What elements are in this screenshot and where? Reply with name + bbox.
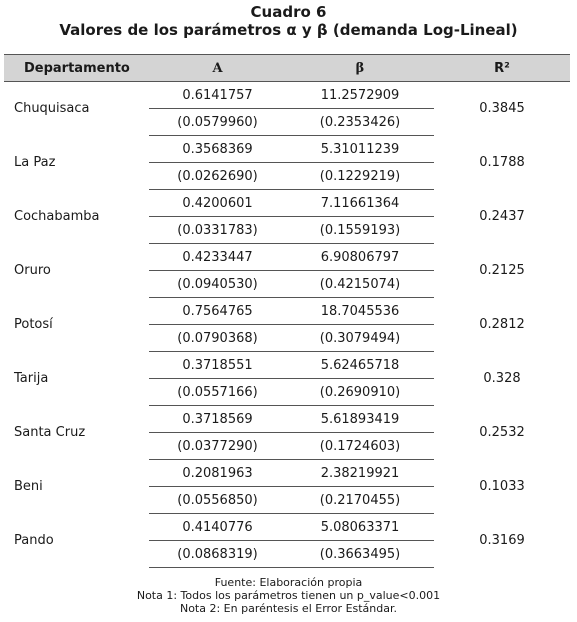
- cell-departamento: Cochabamba: [14, 209, 100, 224]
- header-beta: β: [286, 55, 434, 82]
- parameters-table: [4, 54, 570, 568]
- cell-beta-stderr: (0.1724603): [286, 433, 434, 460]
- cell-beta-stderr: (0.1559193): [286, 217, 434, 244]
- cell-beta-value: 11.2572909: [286, 82, 434, 109]
- cell-beta-stderr: (0.3079494): [286, 325, 434, 352]
- cell-a-stderr: (0.0868319): [149, 541, 286, 568]
- cell-a-stderr: (0.0557166): [149, 379, 286, 406]
- table-row: [4, 298, 570, 325]
- cell-a-stderr: (0.0377290): [149, 433, 286, 460]
- table-row: [4, 190, 570, 217]
- table-row: [4, 82, 570, 109]
- cell-beta-stderr: (0.1229219): [286, 163, 434, 190]
- cell-r2: 0.2812: [479, 317, 525, 332]
- header-row: [4, 55, 570, 82]
- cell-departamento: Oruro: [14, 263, 51, 278]
- cell-a-stderr: (0.0262690): [149, 163, 286, 190]
- cell-a-stderr: (0.0556850): [149, 487, 286, 514]
- source-note: Fuente: Elaboración propia: [214, 576, 363, 589]
- cell-beta-stderr: (0.3663495): [286, 541, 434, 568]
- cell-beta-value: 6.90806797: [286, 244, 434, 271]
- table-row: [4, 514, 570, 541]
- cell-a-value: 0.2081963: [149, 460, 286, 487]
- cell-r2: 0.3169: [479, 533, 525, 548]
- table-title: Valores de los parámetros α y β (demanda Log-Lineal): [59, 21, 518, 39]
- cell-beta-value: 5.31011239: [286, 136, 434, 163]
- table-row: [4, 460, 570, 487]
- cell-beta-value: 7.11661364: [286, 190, 434, 217]
- cell-departamento: Pando: [14, 533, 54, 548]
- cell-a-value: 0.4233447: [149, 244, 286, 271]
- cell-beta-stderr: (0.2690910): [286, 379, 434, 406]
- cell-departamento: Beni: [14, 479, 43, 494]
- cell-a-value: 0.4140776: [149, 514, 286, 541]
- table-row: [4, 136, 570, 163]
- cell-r2: 0.1788: [479, 155, 525, 170]
- cell-departamento: Chuquisaca: [14, 101, 90, 117]
- cell-beta-value: 18.7045536: [286, 298, 434, 325]
- cell-beta-stderr: (0.2353426): [286, 109, 434, 136]
- table-body: [4, 82, 570, 568]
- header-departamento: Departamento: [4, 55, 149, 82]
- note-1: Nota 1: Todos los parámetros tienen un p_value<0.001: [136, 589, 441, 602]
- cell-r2: 0.2532: [479, 425, 525, 440]
- cell-beta-value: 5.08063371: [286, 514, 434, 541]
- cell-a-stderr: (0.0940530): [149, 271, 286, 298]
- cell-a-stderr: (0.0579960): [149, 109, 286, 136]
- cell-r2: 0.2125: [479, 263, 525, 278]
- cell-beta-stderr: (0.2170455): [286, 487, 434, 514]
- cell-a-value: 0.7564765: [149, 298, 286, 325]
- cell-a-value: 0.3568369: [149, 136, 286, 163]
- table-caption: Cuadro 6: [250, 3, 327, 21]
- cell-beta-stderr: (0.4215074): [286, 271, 434, 298]
- cell-r2: 0.3845: [479, 101, 525, 117]
- note-2: Nota 2: En paréntesis el Error Estándar.: [179, 602, 398, 615]
- header-r2: R²: [434, 55, 570, 82]
- table-row: [4, 244, 570, 271]
- cell-beta-value: 5.62465718: [286, 352, 434, 379]
- cell-beta-value: 2.38219921: [286, 460, 434, 487]
- cell-a-stderr: (0.0790368): [149, 325, 286, 352]
- cell-departamento: Tarija: [14, 371, 49, 386]
- cell-r2: 0.2437: [479, 209, 525, 224]
- cell-r2: 0.1033: [479, 479, 525, 494]
- header-a: A: [149, 55, 286, 82]
- cell-departamento: La Paz: [14, 155, 56, 170]
- cell-a-stderr: (0.0331783): [149, 217, 286, 244]
- cell-a-value: 0.3718551: [149, 352, 286, 379]
- cell-a-value: 0.3718569: [149, 406, 286, 433]
- cell-a-value: 0.6141757: [149, 82, 286, 109]
- cell-r2: 0.328: [483, 371, 521, 386]
- table-row: [4, 352, 570, 379]
- table-row: [4, 406, 570, 433]
- cell-beta-value: 5.61893419: [286, 406, 434, 433]
- cell-departamento: Potosí: [14, 317, 53, 332]
- cell-departamento: Santa Cruz: [14, 425, 86, 440]
- cell-a-value: 0.4200601: [149, 190, 286, 217]
